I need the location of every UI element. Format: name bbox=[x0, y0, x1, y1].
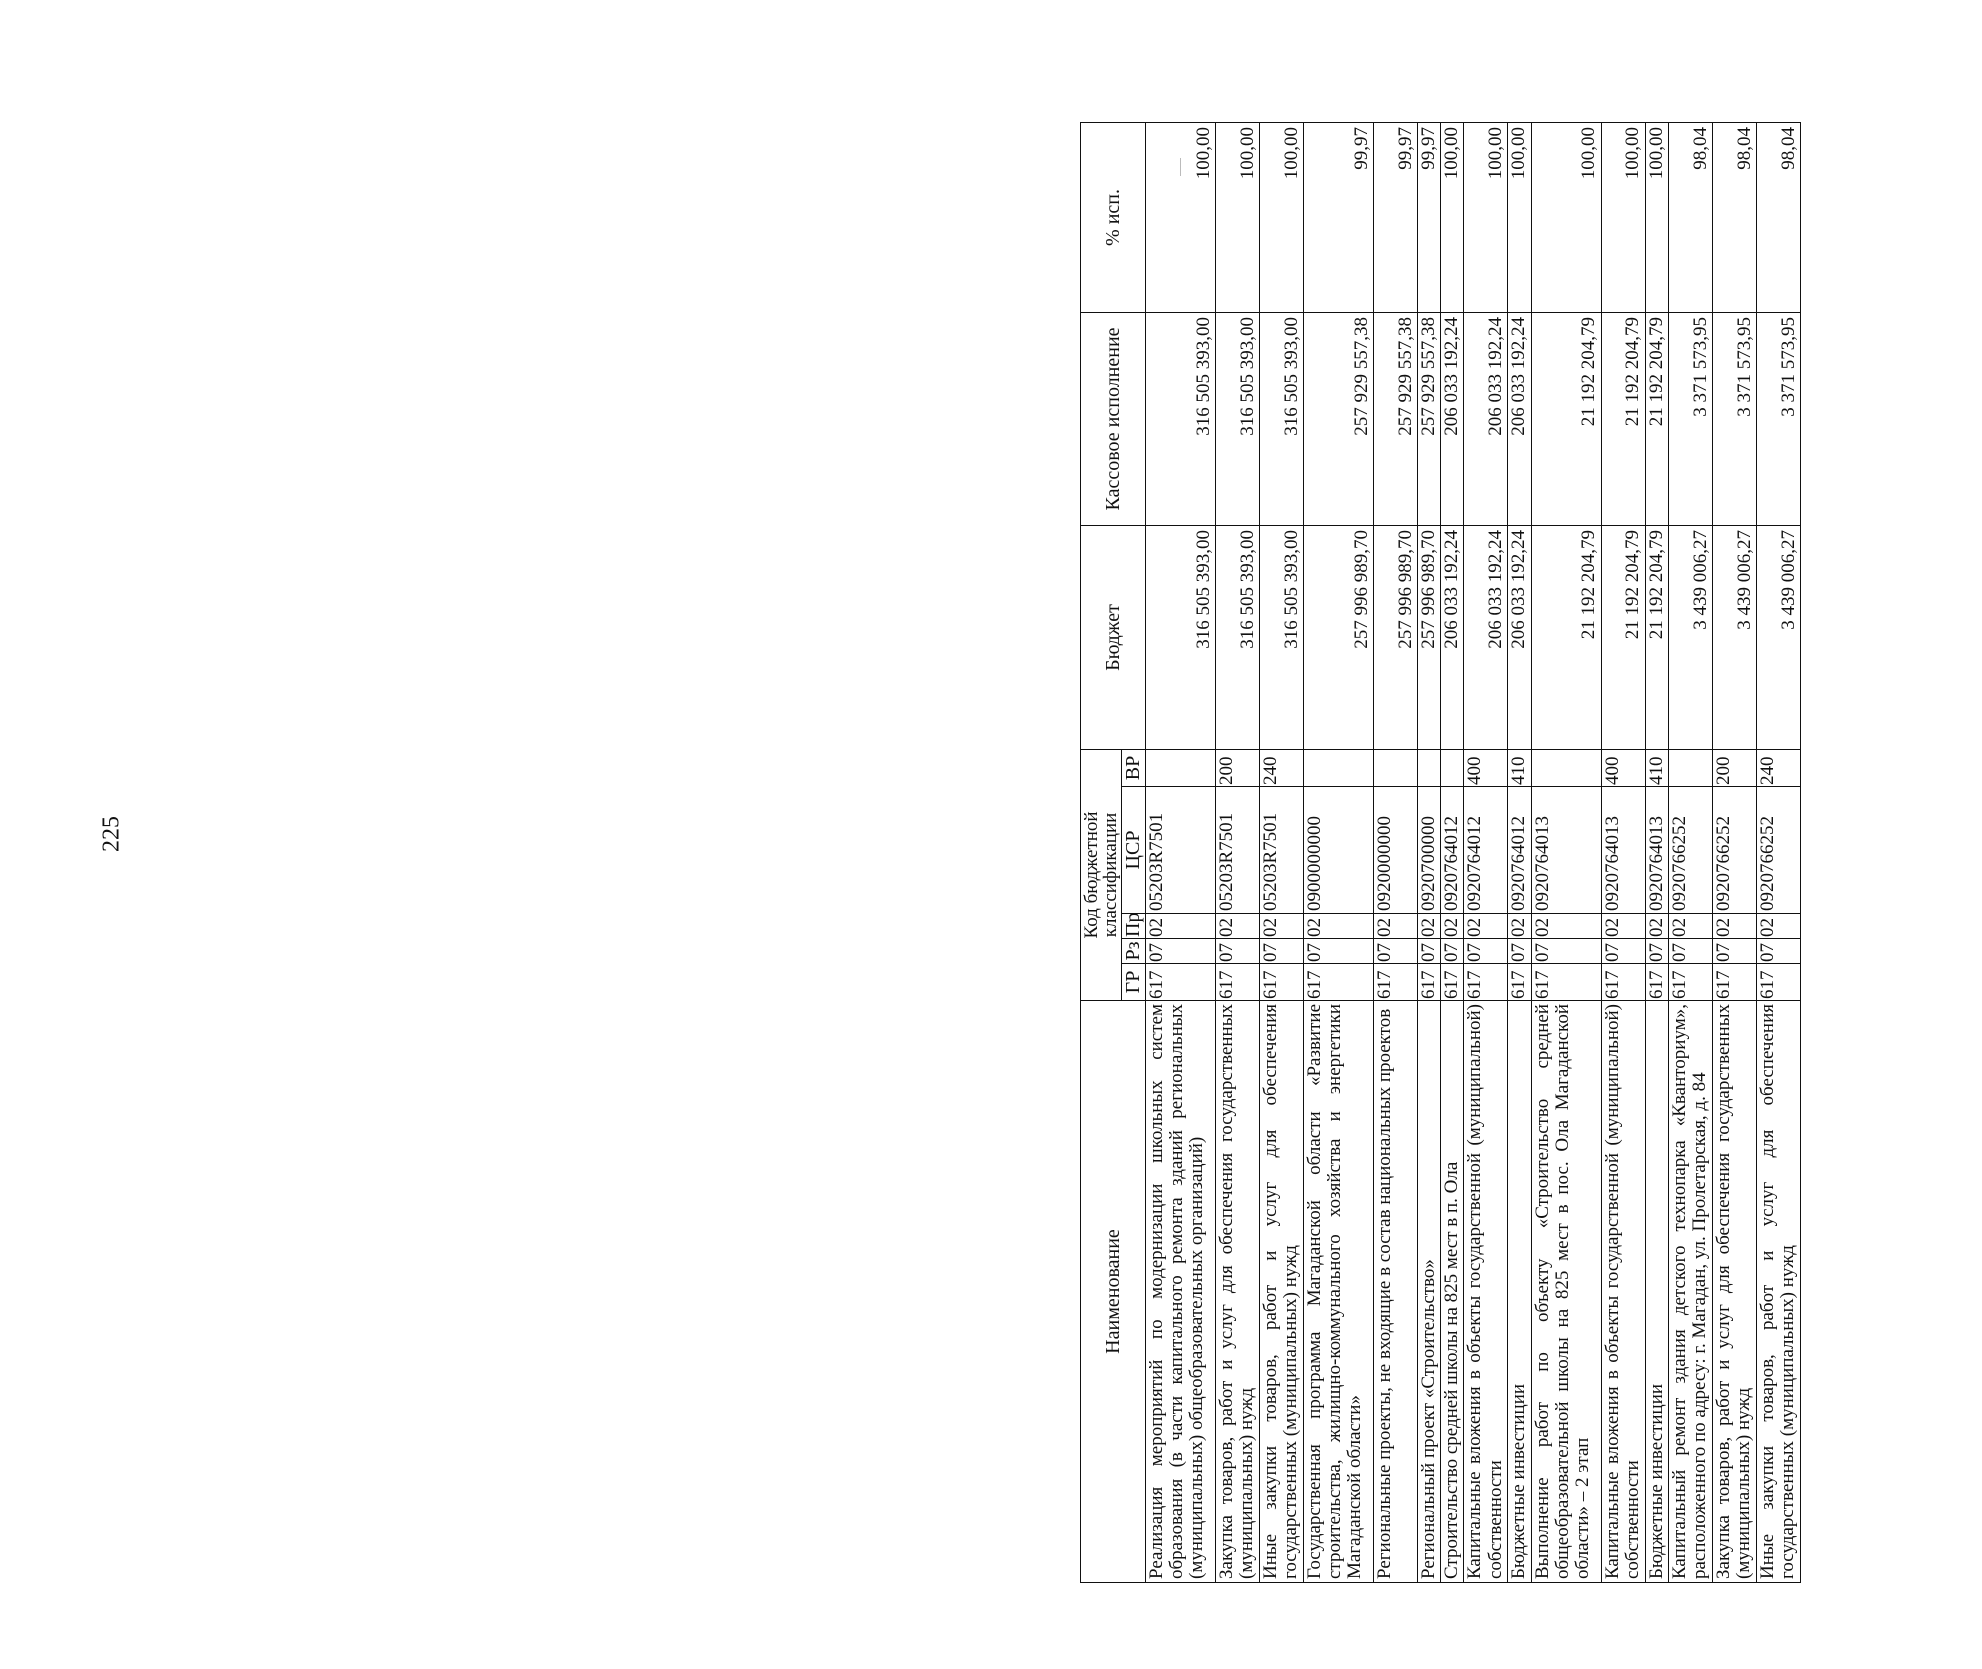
row-csr-cell: 0920766252 bbox=[1712, 787, 1756, 914]
row-pr-cell: 02 bbox=[1418, 914, 1441, 939]
row-name-cell: Выполнение работ по объекту «Строительство средней общеобразовательной школы на 825 мест в пос. Ола Магаданской области» – 2 этап bbox=[1531, 1001, 1601, 1583]
rotated-table-container bbox=[1080, 123, 1982, 1583]
table-row bbox=[1216, 122, 1260, 1582]
table-row bbox=[1464, 122, 1508, 1582]
row-budget-cell: 21 192 204,79 bbox=[1601, 525, 1645, 749]
row-csr-cell: 0920764012 bbox=[1508, 787, 1531, 914]
row-csr-cell: 0920766252 bbox=[1668, 787, 1712, 914]
row-budget-cell: 3 439 006,27 bbox=[1712, 525, 1756, 749]
table-row bbox=[1508, 122, 1531, 1582]
row-gr-cell: 617 bbox=[1216, 964, 1260, 1001]
row-name-cell: Региональные проекты, не входящие в состав национальных проектов bbox=[1374, 1001, 1418, 1583]
row-percent-cell: 99,97 bbox=[1418, 122, 1441, 312]
row-cash-cell: 206 033 192,24 bbox=[1441, 312, 1464, 525]
row-rz-cell: 07 bbox=[1374, 939, 1418, 964]
header-percent: % исп. bbox=[1081, 122, 1146, 312]
header-pr: Пр bbox=[1122, 912, 1144, 937]
header-code-group: Код бюджетной классификации bbox=[1081, 749, 1122, 1000]
row-csr-cell: 0900000000 bbox=[1304, 787, 1374, 914]
row-name-cell: Бюджетные инвестиции bbox=[1645, 1001, 1668, 1583]
row-rz-cell: 07 bbox=[1464, 939, 1508, 964]
row-csr-cell: 0920764013 bbox=[1645, 787, 1668, 914]
header-csr: ЦСР bbox=[1122, 787, 1146, 914]
row-cash-cell: 316 505 393,00 bbox=[1260, 312, 1304, 525]
row-budget-cell: 3 439 006,27 bbox=[1668, 525, 1712, 749]
row-pr-cell: 02 bbox=[1374, 914, 1418, 939]
row-cash-cell: 257 929 557,38 bbox=[1374, 312, 1418, 525]
row-gr-cell: 617 bbox=[1146, 964, 1216, 1001]
row-pr-cell: 02 bbox=[1304, 914, 1374, 939]
row-csr-cell: 05203R7501 bbox=[1216, 787, 1260, 914]
row-gr-cell: 617 bbox=[1645, 964, 1668, 1001]
row-budget-cell: 21 192 204,79 bbox=[1645, 525, 1668, 749]
row-csr-cell: 0920000000 bbox=[1374, 787, 1418, 914]
row-cash-cell: 316 505 393,00 bbox=[1146, 312, 1216, 525]
row-vr-cell: 200 bbox=[1712, 749, 1756, 786]
table-body bbox=[1146, 122, 1801, 1582]
row-budget-cell: 206 033 192,24 bbox=[1464, 525, 1508, 749]
row-budget-cell: 3 439 006,27 bbox=[1756, 525, 1800, 749]
row-gr-cell: 617 bbox=[1441, 964, 1464, 1001]
row-pr-cell: 02 bbox=[1216, 914, 1260, 939]
table-row bbox=[1601, 122, 1645, 1582]
page-number: 225 bbox=[98, 816, 125, 852]
row-vr-cell bbox=[1668, 749, 1712, 786]
table-row bbox=[1260, 122, 1304, 1582]
table-row bbox=[1712, 122, 1756, 1582]
header-name: Наименование bbox=[1081, 1001, 1146, 1583]
row-cash-cell: 3 371 573,95 bbox=[1668, 312, 1712, 525]
row-csr-cell: 0920764013 bbox=[1531, 787, 1601, 914]
row-csr-cell: 0920764012 bbox=[1464, 787, 1508, 914]
row-vr-cell: 200 bbox=[1216, 749, 1260, 786]
table-row bbox=[1531, 122, 1601, 1582]
row-budget-cell: 316 505 393,00 bbox=[1146, 525, 1216, 749]
row-cash-cell: 21 192 204,79 bbox=[1531, 312, 1601, 525]
table-row bbox=[1146, 122, 1216, 1582]
row-vr-cell bbox=[1441, 749, 1464, 786]
row-gr-cell: 617 bbox=[1531, 964, 1601, 1001]
row-name-cell: Государственная программа Магаданской области «Развитие строительства, жилищно-коммунального хозяйства и энергетики Магаданской области» bbox=[1304, 1001, 1374, 1583]
row-rz-cell: 07 bbox=[1441, 939, 1464, 964]
header-vr: ВР bbox=[1122, 749, 1146, 786]
row-name-cell: Капитальный ремонт здания детского технопарка «Кванториум», расположенного по адресу: г. Магадан, ул. Пролетарская, д. 84 bbox=[1668, 1001, 1712, 1583]
table-row bbox=[1645, 122, 1668, 1582]
row-cash-cell: 257 929 557,38 bbox=[1304, 312, 1374, 525]
table-row bbox=[1418, 122, 1441, 1582]
row-pr-cell: 02 bbox=[1146, 914, 1216, 939]
row-gr-cell: 617 bbox=[1418, 964, 1441, 1001]
row-percent-cell: 100,00 bbox=[1601, 122, 1645, 312]
row-rz-cell: 07 bbox=[1601, 939, 1645, 964]
budget-execution-table bbox=[1080, 122, 1801, 1583]
header-rz: Рз bbox=[1122, 939, 1146, 964]
row-rz-cell: 07 bbox=[1418, 939, 1441, 964]
row-gr-cell: 617 bbox=[1712, 964, 1756, 1001]
row-name-cell: Иные закупки товаров, работ и услуг для обеспечения государственных (муниципальных) нужд bbox=[1756, 1001, 1800, 1583]
table-row bbox=[1668, 122, 1712, 1582]
row-pr-cell: 02 bbox=[1441, 914, 1464, 939]
row-cash-cell: 3 371 573,95 bbox=[1756, 312, 1800, 525]
row-percent-cell: 100,00 bbox=[1146, 122, 1216, 312]
row-name-cell: Закупка товаров, работ и услуг для обеспечения государственных (муниципальных) нужд bbox=[1216, 1001, 1260, 1583]
row-rz-cell: 07 bbox=[1756, 939, 1800, 964]
row-percent-cell: 100,00 bbox=[1531, 122, 1601, 312]
row-pr-cell: 02 bbox=[1531, 914, 1601, 939]
header-cash: Кассовое исполнение bbox=[1081, 312, 1146, 525]
row-vr-cell: 410 bbox=[1508, 749, 1531, 786]
row-budget-cell: 21 192 204,79 bbox=[1531, 525, 1601, 749]
row-pr-cell: 02 bbox=[1260, 914, 1304, 939]
header-budget: Бюджет bbox=[1081, 525, 1146, 749]
table-row bbox=[1441, 122, 1464, 1582]
row-csr-cell: 05203R7501 bbox=[1146, 787, 1216, 914]
row-budget-cell: 316 505 393,00 bbox=[1260, 525, 1304, 749]
row-rz-cell: 07 bbox=[1304, 939, 1374, 964]
row-percent-cell: 98,04 bbox=[1668, 122, 1712, 312]
row-rz-cell: 07 bbox=[1508, 939, 1531, 964]
row-percent-cell: 100,00 bbox=[1508, 122, 1531, 312]
row-percent-cell: 100,00 bbox=[1645, 122, 1668, 312]
row-pr-cell: 02 bbox=[1601, 914, 1645, 939]
row-rz-cell: 07 bbox=[1645, 939, 1668, 964]
row-vr-cell: 400 bbox=[1464, 749, 1508, 786]
header-gr: ГР bbox=[1122, 964, 1146, 1001]
row-percent-cell: 100,00 bbox=[1441, 122, 1464, 312]
row-cash-cell: 3 371 573,95 bbox=[1712, 312, 1756, 525]
header-row-top bbox=[1081, 122, 1122, 1582]
row-rz-cell: 07 bbox=[1712, 939, 1756, 964]
row-percent-cell: 98,04 bbox=[1712, 122, 1756, 312]
row-rz-cell: 07 bbox=[1216, 939, 1260, 964]
row-csr-cell: 05203R7501 bbox=[1260, 787, 1304, 914]
row-name-cell: Реализация мероприятий по модернизации школьных систем образования (в части капитального ремонта зданий региональных (муниципальных) общеобразовательных организаций) bbox=[1146, 1001, 1216, 1583]
row-csr-cell: 0920764013 bbox=[1601, 787, 1645, 914]
row-pr-cell: 02 bbox=[1712, 914, 1756, 939]
row-gr-cell: 617 bbox=[1756, 964, 1800, 1001]
row-gr-cell: 617 bbox=[1668, 964, 1712, 1001]
row-gr-cell: 617 bbox=[1260, 964, 1304, 1001]
row-rz-cell: 07 bbox=[1146, 939, 1216, 964]
row-cash-cell: 206 033 192,24 bbox=[1464, 312, 1508, 525]
row-percent-cell: 98,04 bbox=[1756, 122, 1800, 312]
row-vr-cell bbox=[1374, 749, 1418, 786]
row-name-cell: Региональный проект «Строительство» bbox=[1418, 1001, 1441, 1583]
row-percent-cell: 99,97 bbox=[1374, 122, 1418, 312]
row-vr-cell bbox=[1146, 749, 1216, 786]
row-percent-cell: 99,97 bbox=[1304, 122, 1374, 312]
row-budget-cell: 206 033 192,24 bbox=[1441, 525, 1464, 749]
row-percent-cell: 100,00 bbox=[1216, 122, 1260, 312]
row-cash-cell: 206 033 192,24 bbox=[1508, 312, 1531, 525]
row-vr-cell bbox=[1304, 749, 1374, 786]
row-vr-cell: 240 bbox=[1756, 749, 1800, 786]
row-name-cell: Строительство средней школы на 825 мест в п. Ола bbox=[1441, 1001, 1464, 1583]
row-name-cell: Капитальные вложения в объекты государственной (муниципальной) собственности bbox=[1464, 1001, 1508, 1583]
row-cash-cell: 21 192 204,79 bbox=[1645, 312, 1668, 525]
row-budget-cell: 316 505 393,00 bbox=[1216, 525, 1260, 749]
row-vr-cell: 410 bbox=[1645, 749, 1668, 786]
row-csr-cell: 0920766252 bbox=[1756, 787, 1800, 914]
row-vr-cell: 400 bbox=[1601, 749, 1645, 786]
table-row bbox=[1374, 122, 1418, 1582]
table-row bbox=[1756, 122, 1800, 1582]
row-cash-cell: 21 192 204,79 bbox=[1601, 312, 1645, 525]
row-pr-cell: 02 bbox=[1464, 914, 1508, 939]
row-budget-cell: 257 996 989,70 bbox=[1374, 525, 1418, 749]
row-percent-cell: 100,00 bbox=[1260, 122, 1304, 312]
row-pr-cell: 02 bbox=[1756, 914, 1800, 939]
row-budget-cell: 257 996 989,70 bbox=[1304, 525, 1374, 749]
row-budget-cell: 257 996 989,70 bbox=[1418, 525, 1441, 749]
row-gr-cell: 617 bbox=[1464, 964, 1508, 1001]
row-budget-cell: 206 033 192,24 bbox=[1508, 525, 1531, 749]
row-rz-cell: 07 bbox=[1668, 939, 1712, 964]
row-percent-cell: 100,00 bbox=[1464, 122, 1508, 312]
row-gr-cell: 617 bbox=[1304, 964, 1374, 1001]
table-row bbox=[1304, 122, 1374, 1582]
row-gr-cell: 617 bbox=[1374, 964, 1418, 1001]
row-name-cell: Капитальные вложения в объекты государственной (муниципальной) собственности bbox=[1601, 1001, 1645, 1583]
row-name-cell: Иные закупки товаров, работ и услуг для обеспечения государственных (муниципальных) нужд bbox=[1260, 1001, 1304, 1583]
row-csr-cell: 0920700000 bbox=[1418, 787, 1441, 914]
row-cash-cell: 316 505 393,00 bbox=[1216, 312, 1260, 525]
row-vr-cell: 240 bbox=[1260, 749, 1304, 786]
row-rz-cell: 07 bbox=[1260, 939, 1304, 964]
row-pr-cell: 02 bbox=[1668, 914, 1712, 939]
row-vr-cell bbox=[1531, 749, 1601, 786]
row-cash-cell: 257 929 557,38 bbox=[1418, 312, 1441, 525]
row-rz-cell: 07 bbox=[1531, 939, 1601, 964]
row-gr-cell: 617 bbox=[1508, 964, 1531, 1001]
row-csr-cell: 0920764012 bbox=[1441, 787, 1464, 914]
row-name-cell: Бюджетные инвестиции bbox=[1508, 1001, 1531, 1583]
row-pr-cell: 02 bbox=[1645, 914, 1668, 939]
row-name-cell: Закупка товаров, работ и услуг для обеспечения государственных (муниципальных) нужд bbox=[1712, 1001, 1756, 1583]
row-vr-cell bbox=[1418, 749, 1441, 786]
row-pr-cell: 02 bbox=[1508, 914, 1531, 939]
row-gr-cell: 617 bbox=[1601, 964, 1645, 1001]
